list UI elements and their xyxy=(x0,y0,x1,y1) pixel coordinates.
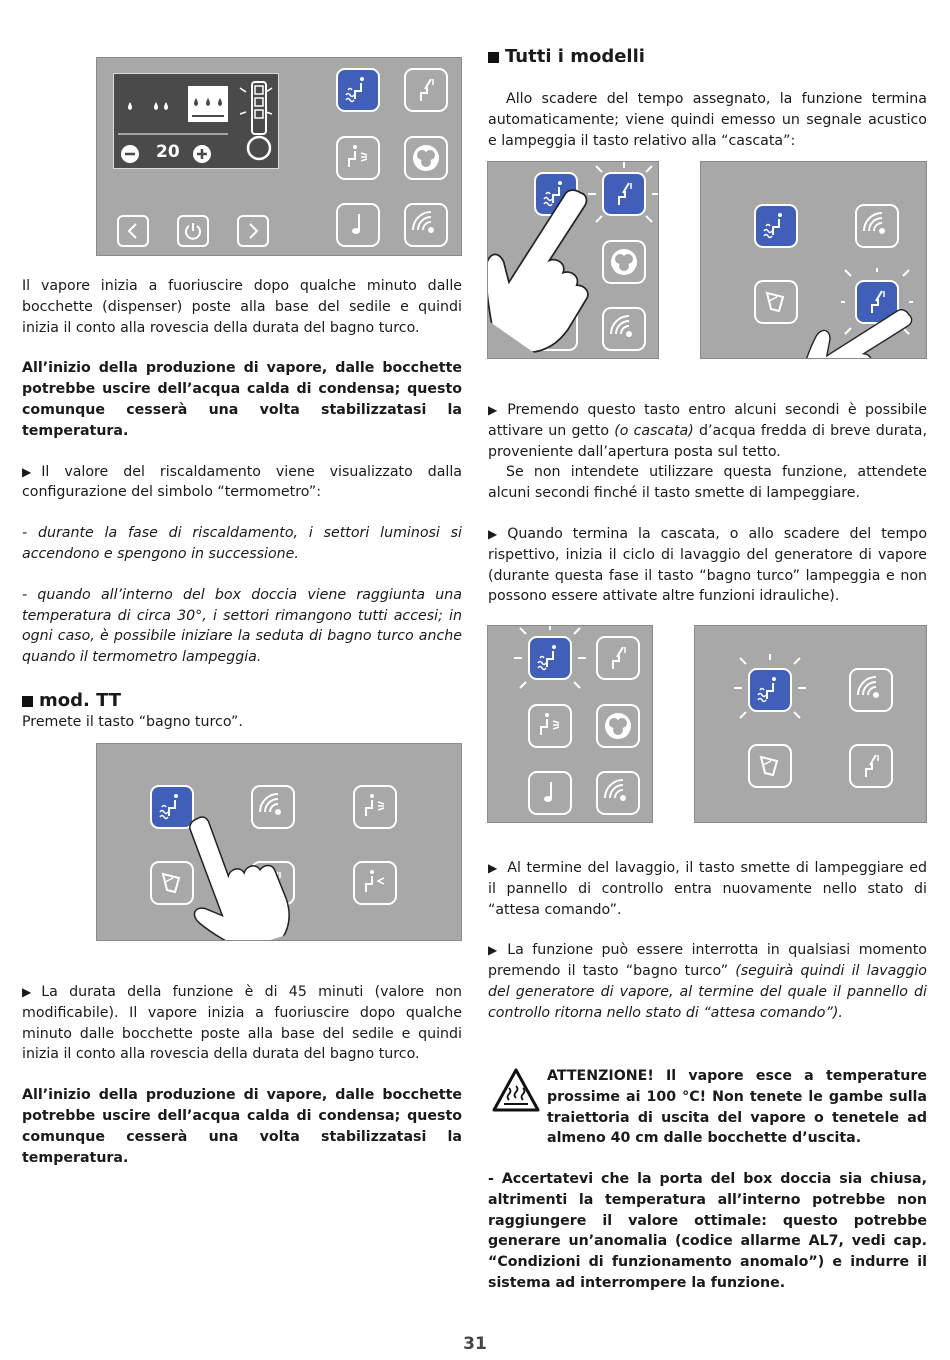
jets-button[interactable] xyxy=(353,785,397,829)
radio-icon xyxy=(603,778,633,808)
temperature-value: 20 xyxy=(156,142,180,162)
jets-alt-icon xyxy=(360,868,390,898)
radio-button[interactable] xyxy=(855,204,899,248)
seat-button[interactable] xyxy=(754,280,798,324)
jets-icon xyxy=(535,711,565,741)
paragraph: Se non intendete utilizzare questa funzione, attendete alcuni secondi finché il tasto smette di lampeggiare. xyxy=(488,464,927,502)
paragraph: Il vapore inizia a fuoriuscire dopo qualche minuto dalle bocchette (dispenser) poste alla base del sedile e quindi inizia il conto alla rovescia della durata del bagno turco. xyxy=(22,278,462,336)
steam-bath-icon xyxy=(761,211,791,241)
arrow-icon: ▶ xyxy=(488,943,498,958)
cascade-button[interactable] xyxy=(404,68,448,112)
paragraph: Allo scadere del tempo assegnato, la funzione termina automaticamente; viene quindi emesso un segnale acustico e lampeggia il tasto relativo alla “cascata”: xyxy=(488,91,927,149)
jets-alt-button[interactable] xyxy=(353,861,397,905)
radio-icon xyxy=(856,675,886,705)
radio-icon xyxy=(609,314,639,344)
arrow-icon: ▶ xyxy=(488,403,498,417)
control-panel-wash-b xyxy=(694,625,927,823)
control-panel-tt xyxy=(96,743,462,941)
left-text-block-1 xyxy=(22,276,462,668)
chromotherapy-icon xyxy=(411,143,441,173)
chromotherapy-button[interactable] xyxy=(596,704,640,748)
arrow-icon: ▶ xyxy=(488,861,498,875)
arrow-icon: ▶ xyxy=(22,464,32,479)
drop-icon xyxy=(154,102,168,110)
cascade-icon xyxy=(411,75,441,105)
jets-button[interactable] xyxy=(336,136,380,180)
cascade-button[interactable] xyxy=(849,744,893,788)
paragraph-bold: All’inizio della produzione di vapore, dalle bocchette potrebbe uscire dell’acqua calda di condensa; questo comunque cesserà una volta stabilizzatasi la temperatura. xyxy=(22,360,462,439)
control-panel-wash-a xyxy=(487,625,653,823)
paragraph: ▶ Premendo questo tasto entro alcuni secondi è possibile attivare un getto (o cascata) d’acqua fredda di breve durata, proveniente dall’apertura posta sul tetto. xyxy=(488,402,927,460)
right-text-block-1 xyxy=(488,89,927,151)
radio-button[interactable] xyxy=(596,771,640,815)
heading-mod-tt: mod. TT xyxy=(22,690,121,712)
paragraph-italic: - durante la fase di riscaldamento, i settori luminosi si accendono e spengono in successione. xyxy=(22,525,462,562)
seat-icon xyxy=(755,751,785,781)
radio-icon xyxy=(862,211,892,241)
steam-bath-icon xyxy=(157,792,187,822)
heading-all-models: Tutti i modelli xyxy=(488,46,645,68)
flash-rays-icon xyxy=(514,625,586,694)
paragraph: ▶ Il valore del riscaldamento viene visualizzato dalla configurazione del simbolo “termometro”: xyxy=(22,463,462,501)
right-text-block-4 xyxy=(488,1169,927,1294)
chromotherapy-button[interactable] xyxy=(404,136,448,180)
page-number: 31 xyxy=(463,1334,487,1354)
jets-button[interactable] xyxy=(528,704,572,748)
warning-text: ATTENZIONE! Il vapore esce a temperature prossime ai 100 °C! Non tenete le gambe sulla traiettoria di uscita del vapore o tenetele ad almeno 40 cm dalle bocchette d’uscita. xyxy=(547,1068,927,1147)
steam-bath-icon xyxy=(343,75,373,105)
paragraph-italic: - quando all’interno del box doccia viene raggiunta una temperatura di circa 30°, i settori rimangono tutti accesi; in ogni caso, è possibile iniziare la seduta di bagno turco anche quando il termometro lampeggia. xyxy=(22,586,462,666)
paragraph-bold: - Accertatevi che la porta del box doccia sia chiusa, altrimenti la temperatura all’interno potrebbe non raggiungere il valore ottimale: questo potrebbe generare un’anomalia (codice allarme AL7, vedi cap. “Condizioni di funzionamento anomalo”) e indurre il sistema ad interrompere la funzione. xyxy=(488,1171,927,1291)
flash-rays-icon xyxy=(734,654,806,724)
music-button[interactable] xyxy=(336,203,380,247)
music-button[interactable] xyxy=(528,771,572,815)
cascade-icon xyxy=(856,751,886,781)
music-icon xyxy=(535,778,565,808)
square-bullet-icon xyxy=(488,52,499,63)
radio-button[interactable] xyxy=(404,203,448,247)
cascade-icon xyxy=(603,643,633,673)
right-text-block-2 xyxy=(488,400,927,607)
paragraph: ▶ La funzione può essere interrotta in qualsiasi momento premendo il tasto “bagno turco” (seguirà quindi il lavaggio del generatore di vapore, al termine del quale il pannello di controllo ritorna nello stato di “attesa comando”). xyxy=(488,942,927,1021)
control-panel-cascade-a xyxy=(487,161,659,359)
left-text-block-2 xyxy=(22,982,462,1168)
arrow-icon: ▶ xyxy=(488,526,498,541)
seat-button[interactable] xyxy=(748,744,792,788)
lcd-graphics xyxy=(114,74,280,170)
music-icon xyxy=(343,210,373,240)
radio-button[interactable] xyxy=(849,668,893,712)
hot-surface-warning-icon xyxy=(492,1068,540,1112)
paragraph: ▶ La durata della funzione è di 45 minuti (valore non modificabile). Il vapore inizia a fuoriuscire dopo qualche minuto dalle bocchette poste alla base del sedile e quindi inizia il conto alla rovescia della durata del bagno turco. xyxy=(22,984,462,1063)
steam-bath-button[interactable] xyxy=(754,204,798,248)
lcd-display xyxy=(113,73,279,169)
drop-icon xyxy=(128,102,132,110)
paragraph: Premete il tasto “bagno turco”. xyxy=(22,714,243,730)
jets-icon xyxy=(343,143,373,173)
radio-icon xyxy=(411,210,441,240)
right-text-block-3 xyxy=(488,858,927,1024)
jets-icon xyxy=(360,792,390,822)
control-panel-cascade-b xyxy=(700,161,927,359)
next-button[interactable] xyxy=(237,215,269,247)
square-bullet-icon xyxy=(22,696,33,707)
arrow-icon: ▶ xyxy=(22,985,32,999)
prev-button[interactable] xyxy=(117,215,149,247)
chromotherapy-icon xyxy=(603,711,633,741)
paragraph: ▶ Quando termina la cascata, o allo scadere del tempo rispettivo, inizia il ciclo di lavaggio del generatore di vapore (durante questa fase il tasto “bagno turco” lampeggia e non possono essere attivate altre funzioni idrauliche). xyxy=(488,525,927,605)
power-button[interactable] xyxy=(177,215,209,247)
cascade-button[interactable] xyxy=(596,636,640,680)
steam-bath-button[interactable] xyxy=(336,68,380,112)
control-panel-display xyxy=(96,57,462,256)
paragraph: ▶ Al termine del lavaggio, il tasto smette di lampeggiare ed il pannello di controllo entra nuovamente nello stato di “attesa comando”. xyxy=(488,860,927,918)
paragraph-bold: All’inizio della produzione di vapore, dalle bocchette potrebbe uscire dell’acqua calda di condensa; questo comunque cesserà una volta stabilizzatasi la temperatura. xyxy=(22,1087,462,1166)
seat-icon xyxy=(761,287,791,317)
